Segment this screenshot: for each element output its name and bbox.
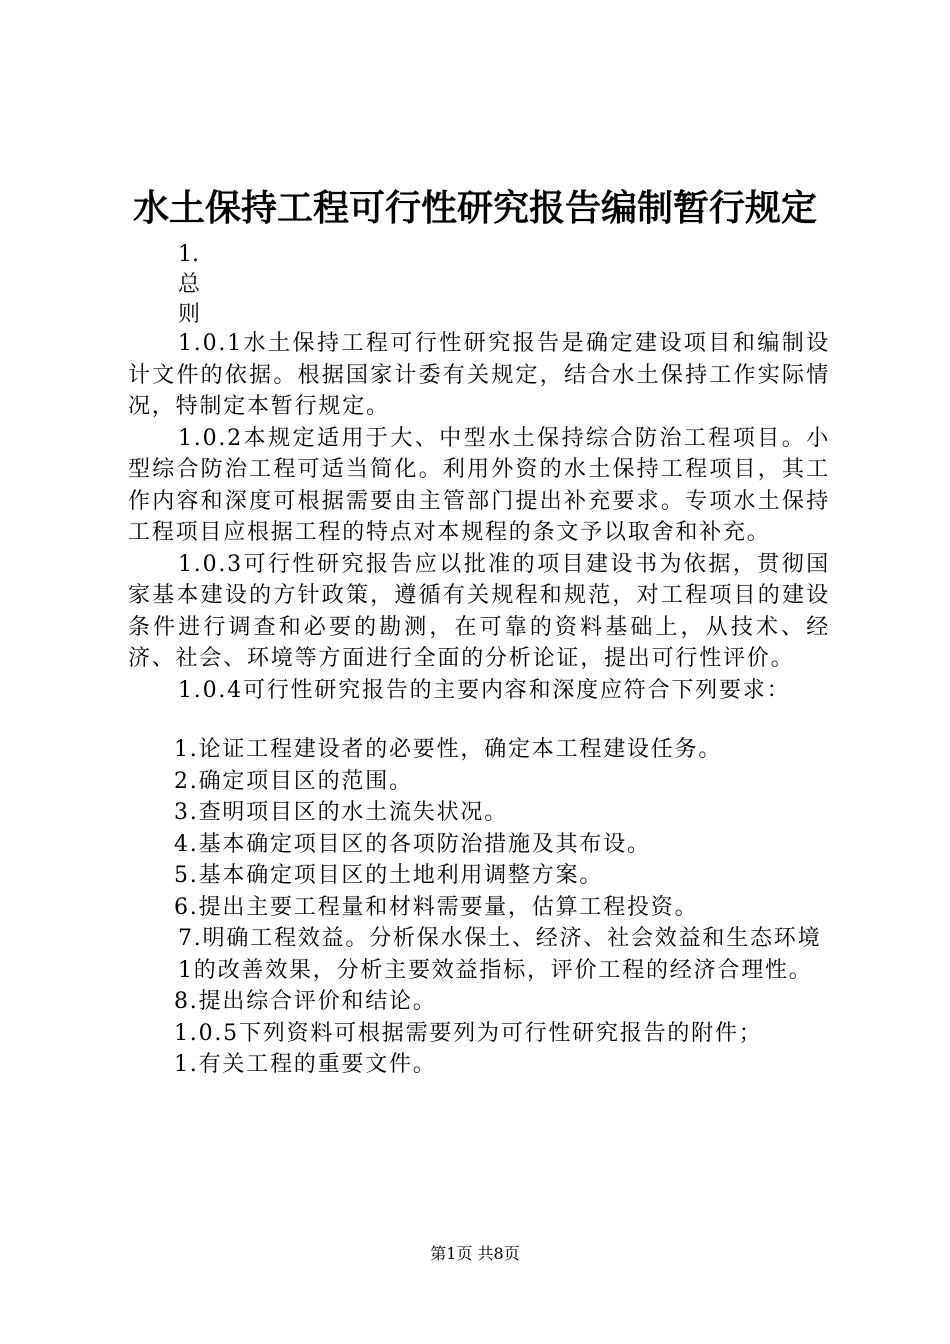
page-footer: 第1页 共8页: [430, 1244, 520, 1263]
list-item-2: 2.确定项目区的范围。: [174, 768, 413, 794]
section-number: 1.: [178, 242, 199, 267]
document-title: 水土保持工程可行性研究报告编制暂行规定: [132, 187, 817, 229]
spacer: [128, 706, 830, 734]
list-item-7-part-1: 7.明确工程效益。分析保水保土、经济、社会效益和生态环境: [178, 926, 822, 951]
list-item-8: 8.提出综合评价和结论。: [174, 989, 437, 1014]
list-item-1: 1.论证工程建设者的必要性，确定本工程建设任务。: [174, 737, 723, 762]
document-body: [128, 328, 830, 1081]
list-item-3: 3.查明项目区的水土流失状况。: [174, 800, 508, 825]
list-item-6: 6.提出主要工程量和材料需要量，估算工程投资。: [174, 894, 699, 920]
list-item-5: 5.基本确定项目区的土地利用调整方案。: [174, 863, 604, 888]
list-item-4: 4.基本确定项目区的各项防治措施及其布设。: [174, 831, 651, 857]
list-item-7-part-2: 1的改善效果，分析主要效益指标，评价工程的经济合理性。: [178, 957, 813, 983]
attachment-item-1: 1.有关工程的重要文件。: [174, 1052, 437, 1077]
paragraph-1-0-3: 1.0.3可行性研究报告应以批准的项目建设书为依据，贯彻国家基本建设的方针政策，遵循有关规程和规范，对工程项目的建设条件进行调查和必要的勘测，在可靠的资料基础上，从技术、经济、社会、环境等方面进行全面的分析论证，提出可行性评价。: [128, 551, 830, 671]
paragraph-1-0-4: 1.0.4可行性研究报告的主要内容和深度应符合下列要求：: [178, 677, 791, 703]
paragraph-1-0-1: 1.0.1水土保持工程可行性研究报告是确定建设项目和编制设计文件的依据。根据国家计委有关规定，结合水土保持工作实际情况，特制定本暂行规定。: [128, 331, 830, 419]
paragraph-1-0-5: 1.0.5下列资料可根据需要列为可行性研究报告的附件；: [174, 1020, 763, 1046]
section-heading: [178, 240, 200, 330]
paragraph-1-0-2: 1.0.2本规定适用于大、中型水土保持综合防治工程项目。小型综合防治工程可适当简化。利用外资的水土保持工程项目，其工作内容和深度可根据需要由主管部门提出补充要求。专项水土保持工程项目应根据工程的特点对本规程的条文予以取舍和补充。: [128, 425, 830, 545]
section-heading-char-2: 则: [178, 302, 201, 327]
section-heading-char-1: 总: [178, 272, 201, 297]
